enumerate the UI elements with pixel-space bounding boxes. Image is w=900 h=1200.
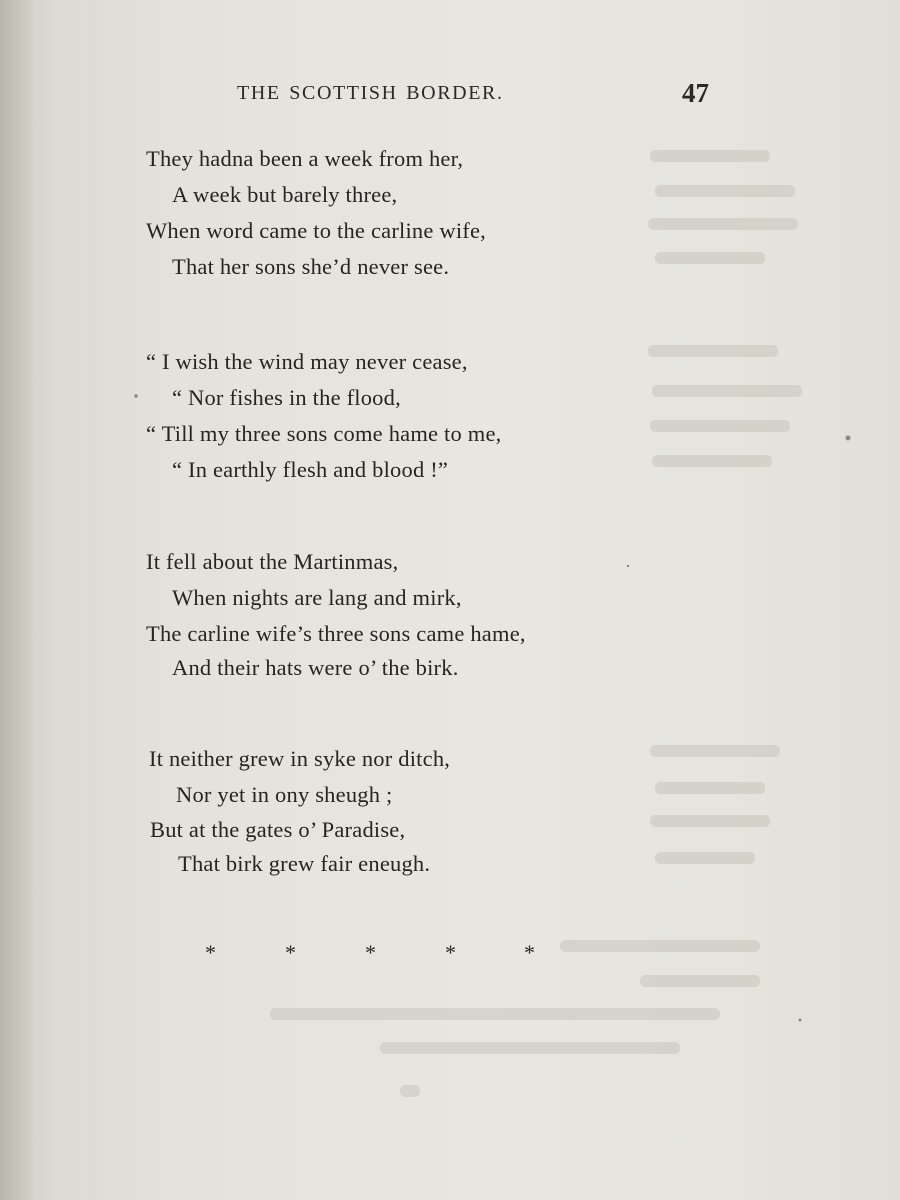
page-number: 47 [682,78,709,108]
asterisk: * [445,940,456,965]
verse-line: “ Till my three sons come hame to me, [146,421,502,446]
verse-line: When nights are lang and mirk, [172,585,462,610]
section-break-asterisks [0,940,900,965]
page-header [0,78,900,108]
asterisk: * [524,940,535,965]
verse-line: The carline wife’s three sons came hame, [146,621,526,646]
verse-line: That birk grew fair eneugh. [178,851,431,876]
verse-line: They hadna been a week from her, [146,146,464,171]
verse-line: “ Nor fishes in the flood, [172,385,401,410]
verse-line: It neither grew in syke nor ditch, [149,746,451,771]
verse-line: And their hats were o’ the birk. [172,655,459,680]
running-head: THE SCOTTISH BORDER. [237,82,504,104]
verse-line: Nor yet in ony sheugh ; [176,782,393,807]
asterisk: * [365,940,376,965]
page-gutter-shadow [0,0,34,1200]
verse-line: When word came to the carline wife, [146,218,486,243]
verse-line: “ I wish the wind may never cease, [146,349,468,374]
verse-line: A week but barely three, [172,182,398,207]
verse-line: But at the gates o’ Paradise, [150,817,406,842]
asterisk: * [285,940,296,965]
verse-line: That her sons she’d never see. [172,254,450,279]
asterisk: * [205,940,216,965]
verse-line: “ In earthly flesh and blood !” [172,457,449,482]
verse-line: It fell about the Martinmas, [146,549,399,574]
